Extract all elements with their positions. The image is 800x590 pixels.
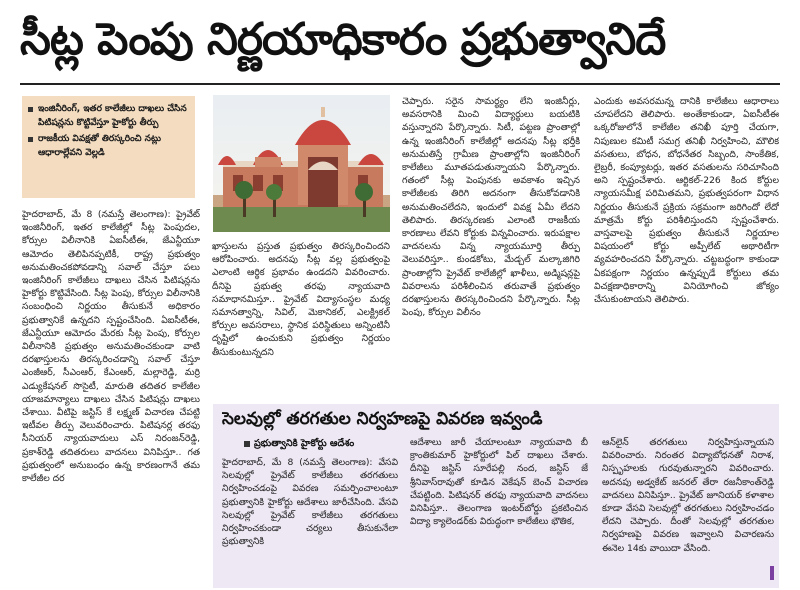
high-court-building-icon bbox=[213, 95, 390, 232]
paragraph: ఎందుకు అవసరమన్న దానికి కాలేజీలు ఆధారాలు చూపలేదని తెలిపారు. అంతేకాకుండా, ఏఐసీటీఈ ఒక్కరోజులోనే కాలేజీల తనిఖీ పూర్తి చేయగా, నిపుణుల కమిటీ సమగ్ర తనిఖీ నిర్వహించి, మౌలిక వసతులు, బోధన, బోధనేతర సిబ్బంది, సాంకేతిక, లైబ్రరీ, కంప్యూటర్లు, ఇతర వసతులను సరిచూసింది అని స్పష్టంచేశారు. ఆర్టికల్-226 కింద కోర్టుల న్యాయసమీక్ష పరిమితమని, ప్రభుత్వపరంగా విధాన నిర్ణయం తీసుకునే ప్రక్రియ సక్రమంగా జరిగిందో లేదో మాత్రమే కోర్టు పరిశీలిస్తుందని స్పష్టంచేశారు. వాస్తవాలపై ప్రభుత్వం తీసుకునే నిర్ణయాల విషయంలో కోర్టు అప్పీలేట్ అథారిటీగా వ్యవహరించదని పేర్కొన్నారు. చట్టబద్ధంగా కాకుండా ఏకపక్షంగా నిర్ణయం ఉన్నప్పుడే కోర్టులు తమ విచక్షణాధికారాన్ని వినియోగించి జోక్యం చేసుకుంటాయని తెలిపారు. bbox=[594, 96, 779, 306]
high-court-photo bbox=[213, 95, 390, 232]
summary-text: ఇంజినీరింగ్, ఇతర కాలేజీలు దాఖలు చేసిన పిటిషన్లను కొట్టివేస్తూ హైకోర్టు తీర్పు bbox=[38, 104, 187, 128]
sub-column-3 bbox=[602, 436, 774, 586]
sub-story-kicker bbox=[244, 436, 404, 452]
summary-item bbox=[28, 102, 189, 130]
headline-rule bbox=[20, 83, 780, 85]
kicker-text: ప్రభుత్వానికి హైకోర్టు ఆదేశం bbox=[254, 438, 355, 449]
paragraph: చెప్పారు. సరైన సామర్థ్యం లేని ఇంజినీర్లు, అవసరానికి మించి విద్యార్థులు బయటికి వస్తున్నారని పేర్కొన్నారు. సిటీ, పట్టణ ప్రాంతాల్లో ఉన్న ఇంజినీరింగ్ కాలేజీల్లో అదనపు సీట్ల భర్తీకి అనుమతిస్తే గ్రామీణ ప్రాంతాల్లోని ఇంజినీరింగ్ కాలేజీలు మూతపడుతున్నాయని పేర్కొన్నారు. గతంలో సీట్ల పెంపునకు అవకాశం ఇచ్చిన కాలేజీలకు తిరిగి అదనంగా తీసుకోవడానికి అనుమతించలేదని, ఇందులో వివక్ష ఏమీ లేదని తెలిపారు. తిరస్కరణకు ఎలాంటి రాజకీయ కారణాలు లేవని కోర్టుకు విన్నవించారు. ఇరుపక్షాల వాదనలను విన్న న్యాయమూర్తి తీర్పు వెలువరిస్తూ.. కుండకోటు, మేడ్చల్ మల్కాజిగిరి ప్రాంతాల్లోని ప్రైవేట్ కాలేజీల్లో ఖాళీలు, అడ్మిషన్లపై వివరాలను పరిశీలించిన తరువాతే ప్రభుత్వం దరఖాస్తులను తిరస్కరించిందని పేర్కొన్నారు. సీట్ల పెంపు, కోర్సుల విలీనం bbox=[402, 96, 580, 319]
bullet-icon bbox=[28, 137, 33, 142]
paragraph: హైదరాబాద్, మే 8 (నమస్తే తెలంగాణ): వేసవి సెలవుల్లో ప్రైవేట్ కాలేజీలు తరగతులు నిర్వహించడంపై వివరణ సమర్పించాలంటూ ప్రభుత్వానికి హైకోర్టు ఆదేశాలు జారీచేసింది. వేసవి సెలవుల్లో ప్రైవేట్ కాలేజీలు తరగతులు నిర్వహించకుండా చర్యలు తీసుకునేలా ప్రభుత్వానికి bbox=[222, 457, 398, 548]
end-marker bbox=[770, 566, 774, 580]
main-column-1 bbox=[22, 208, 200, 588]
summary-text: రాజకీయ వివక్షతో తిరస్కరించి నట్లు ఆధారాల్లేవని వెల్లడి bbox=[38, 134, 162, 158]
sub-story-title: సెలవుల్లో తరగతుల నిర్వహణపై వివరణ ఇవ్వండి bbox=[222, 409, 543, 429]
summary-item bbox=[28, 132, 189, 160]
paragraph: ఆదేశాలు జారీ చేయాలంటూ న్యాయవాది బీ క్రాంతికుమార్ హైకోర్టులో పిల్ దాఖలు చేశారు. దీనిపై జస్టిస్ సూరేపల్లి నంద, జస్టిస్ జే శ్రీనివాస్‌రావుతో కూడిన వెకేషన్ బెంచ్ విచారణ చేపట్టింది. పిటిషనర్ తరఫు న్యాయవాది వాదనలు వినిపిస్తూ.. తెలంగాణ ఇంటర్‌బోర్డు ప్రకటించిన విద్యా క్యాలెండర్‌కు విరుద్ధంగా కాలేజీలు భౌతిక, bbox=[410, 437, 588, 528]
bullet-icon bbox=[28, 107, 33, 112]
paragraph: ఖాస్తులను ప్రస్తుత ప్రభుత్వం తిరస్కరించిందని ఆరోపించారు. అదనపు సీట్ల వల్ల ప్రభుత్వంపై ఎలాంటి ఆర్థిక ప్రభావం ఉండదని వివరించారు. దీనిపై ప్రభుత్వ తరఫు న్యాయవాది సమాధానమిస్తూ.. ప్రైవేట్ విద్యాసంస్థల మధ్య సమానత్వాన్ని, సివిల్, మెకానికల్, ఎలక్ట్రికల్ కోర్సుల అవసరాలు, స్థానిక పరిస్థితులు అన్నింటినీ దృష్టిలో ఉంచుకుని ప్రభుత్వం నిర్ణయం తీసుకుంటున్నదని bbox=[212, 241, 390, 358]
main-column-2 bbox=[212, 240, 390, 395]
bullet-icon bbox=[244, 441, 250, 447]
headline: సీట్ల పెంపు నిర్ణయాధికారం ప్రభుత్వానిదే bbox=[20, 14, 666, 65]
main-column-3 bbox=[402, 95, 580, 395]
sub-column-2 bbox=[410, 436, 588, 586]
main-column-4 bbox=[594, 95, 779, 395]
summary-box bbox=[22, 96, 195, 198]
paragraph: ఆన్‌లైన్ తరగతులు నిర్వహిస్తున్నాయని వివరించారు. నిరంతర విద్యాబోధనతో నిరాశ, నిస్పృహలకు గురవుతున్నారని వివరించారు. అదనపు అడ్వకేట్ జనరల్ తేరా రజనీకాంత్‌రెడ్డి వాదనలు వినిపిస్తూ.. ప్రైవేట్ జూనియర్ కళాశాల కూడా వేసవి సెలవుల్లో తరగతులు నిర్వహించడం లేదని చెప్పారు. దీంతో సెలవుల్లో తరగతుల నిర్వహణపై వివరణ ఇవ్వాలని విచారణను ఈనెల 14కు వాయిదా వేసింది. bbox=[602, 437, 774, 554]
sub-column-1 bbox=[222, 456, 398, 584]
paragraph: హైదరాబాద్, మే 8 (నమస్తే తెలంగాణ): ప్రైవేట్ ఇంజినీరింగ్, ఇతర కాలేజీల్లో సీట్ల పెంపుదల, కోర్సుల విలీనానికి ఏఐసీటీఈ, జేఎన్టీయూ ఆమోదం తెలిపినప్పటికీ, రాష్ట్ర ప్రభుత్వం అనుమతించకపోవడాన్ని సవాల్ చేస్తూ పలు ఇంజినీరింగ్ కాలేజీలు దాఖలు చేసిన పిటిషన్లను హైకోర్టు కొట్టివేసింది. సీట్ల పెంపు, కోర్సుల విలీనానికి సంబంధించి నిర్ణయం తీసుకునే అధికారం ప్రభుత్వానికే ఉన్నదని స్పష్టంచేసింది. ఏఐసీటీఈ, జేఎన్టీయూ ఆమోదం మేరకు సీట్ల పెంపు, కోర్సుల విలీనానికి ప్రభుత్వం అనుమతించకుండా వాటి దరఖాస్తులను తిరస్కరించడాన్ని సవాల్ చేస్తూ ఎంజీఆర్, సీఎంఆర్, కేఎంఆర్, మల్లారెడ్డి, మర్రి ఎడ్యుకేషనల్ సొసైటీ, మారుతి తదితర కాలేజీల యాజమాన్యాలు దాఖలు చేసిన పిటిషన్లు దాఖలు చేశాయి. వీటిపై జస్టిస్ కే లక్ష్మణ్ విచారణ చేపట్టి ఇటీవల తీర్పు వెలువరించారు. పిటిషనర్ల తరఫు సీనియర్ న్యాయవాదులు ఎస్ నిరంజన్‌రెడ్డి, ప్రకాశ్‌రెడ్డి తదితరులు వాదనలు వినిపిస్తూ.. గత ప్రభుత్వంలో అనుబంధం ఉన్న కారణంగానే తమ కాలేజీల దర bbox=[22, 209, 200, 485]
